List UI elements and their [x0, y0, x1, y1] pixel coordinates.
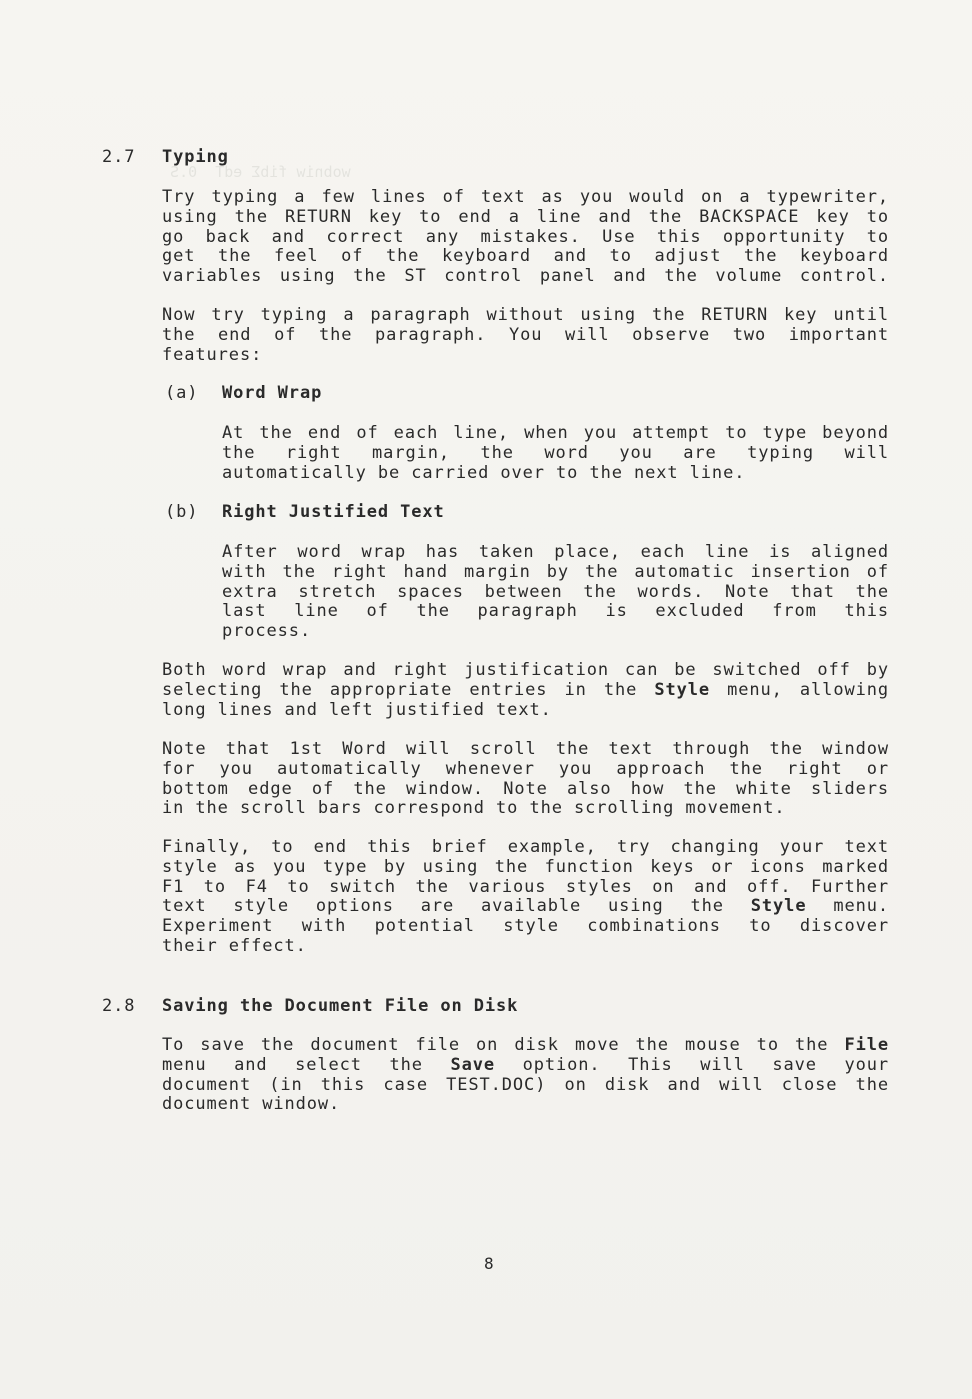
item-title-word-wrap: Word Wrap: [222, 383, 323, 403]
text-line: go back and correct any mistakes. Use this opportunity to: [162, 226, 889, 247]
text-line: with the right hand margin by the automatic insertion of: [222, 561, 889, 582]
text-line: for you automatically whenever you approach the right or: [162, 758, 889, 779]
reverse-side-bleed: wobniw fibΣ edT 0.S: [170, 163, 676, 181]
paragraph-right-justified: [222, 543, 889, 642]
text-line: document (in this case TEST.DOC) on disk and will close the: [162, 1074, 889, 1095]
text-segment: selecting the appropriate entries in the: [162, 679, 638, 700]
text-line: in the scroll bars correspond to the scrolling movement.: [162, 798, 786, 819]
text-line: [162, 681, 889, 701]
text-segment: menu and select the: [162, 1054, 423, 1075]
text-line: using the RETURN key to end a line and the BACKSPACE key to: [162, 206, 889, 227]
text-line: [162, 1036, 889, 1056]
page-number: 8: [484, 1254, 494, 1273]
text-line: At the end of each line, when you attempt to type beyond: [222, 423, 889, 443]
paragraph-word-wrap: [222, 424, 889, 483]
text-line: Now try typing a paragraph without using the RETURN key until: [162, 305, 889, 325]
text-line: Both word wrap and right justification can be switched off by: [162, 660, 889, 680]
text-line: extra stretch spaces between the words. Note that the: [222, 581, 889, 602]
text-line: style as you type by using the function keys or icons marked: [162, 856, 889, 877]
paragraph-features: [162, 306, 889, 365]
text-line: bottom edge of the window. Note also how the white sliders: [162, 778, 889, 799]
text-line: [162, 897, 889, 917]
text-line: last line of the paragraph is excluded from this: [222, 601, 889, 622]
paragraph-styles: [162, 838, 889, 957]
text-segment: option. This will save your: [522, 1054, 889, 1075]
style-menu-ref: Style: [654, 679, 711, 700]
section-title: Typing: [162, 147, 229, 167]
item-label-a: (a): [165, 383, 199, 403]
text-line: get the feel of the keyboard and to adjust the keyboard: [162, 246, 889, 267]
text-line: the right margin, the word you are typing will: [222, 442, 889, 463]
paragraph-saving: [162, 1036, 889, 1115]
text-line: document window.: [162, 1094, 341, 1115]
text-line: Experiment with potential style combinations to discover: [162, 916, 889, 937]
section-number: 2.7: [102, 147, 136, 167]
text-segment: menu.: [833, 896, 890, 917]
text-segment: To save the document file on disk move the mouse to the: [162, 1035, 829, 1055]
section-number: 2.8: [102, 996, 136, 1016]
paragraph-intro: [162, 188, 889, 287]
text-segment: text style options are available using the: [162, 896, 724, 917]
section-title: Saving the Document File on Disk: [162, 996, 519, 1016]
item-label-b: (b): [165, 502, 199, 522]
text-line: automatically be carried over to the next line.: [222, 462, 746, 483]
paragraph-scroll: [162, 740, 889, 819]
paragraph-switch-off: [162, 661, 889, 720]
text-line: After word wrap has taken place, each line is aligned: [222, 542, 889, 562]
text-line: [162, 1056, 889, 1076]
text-line: F1 to F4 to switch the various styles on and off. Further: [162, 876, 889, 897]
text-line: process.: [222, 621, 312, 642]
item-title-right-justified: Right Justified Text: [222, 502, 445, 522]
text-line: features:: [162, 344, 263, 365]
save-option-ref: Save: [450, 1054, 496, 1075]
style-menu-ref: Style: [750, 896, 807, 917]
text-line: variables using the ST control panel and the volume control.: [162, 266, 889, 287]
text-line: their effect.: [162, 935, 307, 956]
text-line: Finally, to end this brief example, try changing your text: [162, 837, 889, 857]
text-line: Note that 1st Word will scroll the text through the window: [162, 739, 889, 759]
text-segment: menu, allowing: [727, 679, 889, 700]
text-line: the end of the paragraph. You will observe two important: [162, 324, 889, 345]
text-line: Try typing a few lines of text as you would on a typewriter,: [162, 187, 889, 207]
text-line: long lines and left justified text.: [162, 699, 552, 720]
file-menu-ref: File: [844, 1035, 889, 1055]
